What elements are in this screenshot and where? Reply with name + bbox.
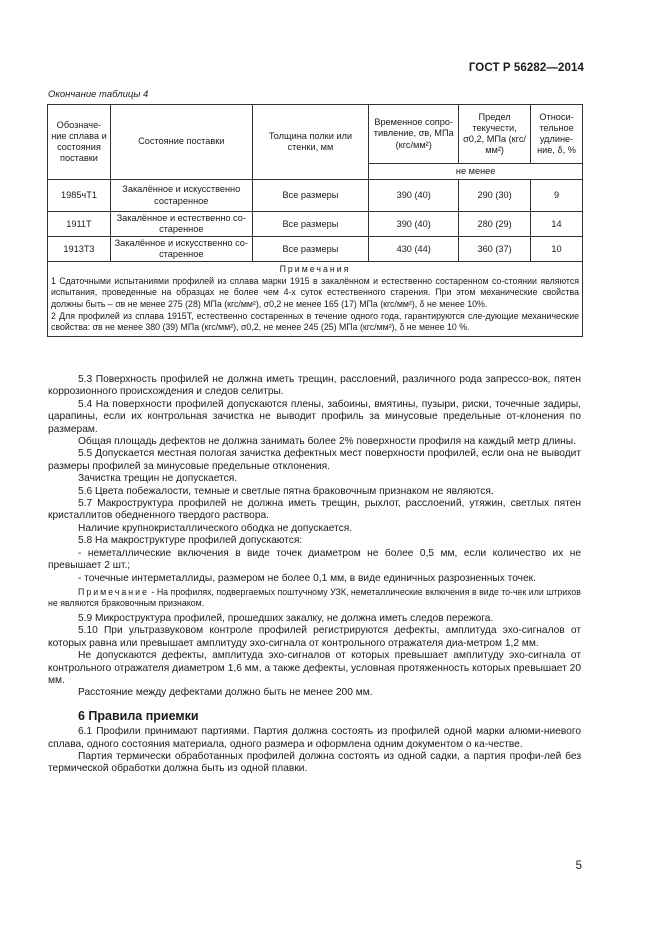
- cell-thickness: Все размеры: [252, 212, 369, 237]
- paragraph: 5.3 Поверхность профилей не должна иметь трещин, расслоений, различного рода запрессо-вок, пятен коррозионного происхождения и следов селитры.: [48, 374, 581, 398]
- cell-alloy: 1913Т3: [48, 237, 111, 262]
- paragraph: 5.9 Микроструктура профилей, прошедших закалку, не должна иметь следов пережога.: [78, 612, 494, 624]
- section-title: 6 Правила приемки: [78, 708, 199, 723]
- cell-condition: Закалённое и естественно со-старенное: [110, 212, 252, 237]
- paragraph: Наличие крупнокристаллического ободка не допускается.: [78, 522, 353, 534]
- paragraph: Общая площадь дефектов не должна занимать более 2% поверхности профиля на каждый метр длины.: [78, 436, 576, 448]
- table-caption: Окончание таблицы 4: [48, 89, 149, 100]
- paragraph: 5.7 Макроструктура профилей не должна иметь трещин, рыхлот, расслоений, утяжин, светлых пятен кристаллитов обедненного твердого раствора.: [48, 498, 581, 522]
- paragraph: 5.8 На макроструктуре профилей допускаются:: [78, 535, 303, 547]
- standard-number: ГОСТ Р 56282—2014: [468, 62, 584, 74]
- note-2: 2 Для профилей из сплава 1915Т, естественно состаренных в течение одного года, гарантируются сле-дующие механические свойства: σв не менее 380 (39) МПа (кгс/мм²), σ0,2, не менее 245 (25) МПа (кгс/мм²), δ не менее 10 %.: [51, 310, 579, 333]
- notes-title: Примечания: [279, 264, 351, 275]
- note-1: 1 Сдаточными испытаниями профилей из сплава марки 1915 в закалённом и естественно состаренном со-стоянии являются испытания, проведенные на образцах не более чем 4-х суток естественного старения. При этом механические свойства должны быть – σв не менее 275 (28) МПа (кгс/мм²), σ0,2 не менее 165 (17) МПа (кгс/мм²), δ не менее 10%.: [51, 275, 579, 309]
- note-paragraph: [48, 587, 581, 609]
- cell-thickness: Все размеры: [252, 237, 369, 262]
- col-header-alloy: Обозначе-ние сплава и состояния поставки: [48, 105, 111, 180]
- paragraph: Зачистка трещин не допускается.: [78, 473, 238, 485]
- cell-yield: 360 (37): [459, 237, 531, 262]
- cell-elongation: 10: [531, 237, 583, 262]
- col-header-condition: Состояние поставки: [110, 105, 252, 180]
- paragraph: 5.6 Цвета побежалости, темные и светлые пятна браковочным признаком не являются.: [78, 485, 494, 497]
- paragraph: Расстояние между дефектами должно быть не менее 200 мм.: [78, 687, 373, 699]
- paragraph: - неметаллические включения в виде точек диаметром не более 0,5 мм, если количество их не превышает 2 шт.;: [48, 547, 581, 572]
- page-number: 5: [575, 860, 582, 872]
- cell-condition: Закалённое и искусственно состаренное: [110, 180, 252, 212]
- table-notes: [48, 262, 583, 337]
- note-label: Примечание: [78, 586, 149, 597]
- properties-table: [47, 104, 583, 337]
- cell-alloy: 1911Т: [48, 212, 111, 237]
- table-row: [48, 237, 583, 262]
- paragraph: 6.1 Профили принимают партиями. Партия должна состоять из профилей одной марки алюми-ниевого сплава, одного состояния материала, одного размера и оформлена одним документом о ка-честве.: [48, 726, 581, 750]
- cell-tensile: 390 (40): [369, 180, 459, 212]
- cell-yield: 290 (30): [459, 180, 531, 212]
- document-body: [48, 374, 581, 776]
- paragraph: 5.5 Допускается местная пологая зачистка дефектных мест поверхности профилей, если она не выводит размеры профилей за минусовые предельные отклонения.: [48, 448, 581, 472]
- paragraph: Партия термически обработанных профилей должна состоять из одной садки, а партия профи-лей без термической обработки должна быть из одной плавки.: [48, 750, 581, 775]
- cell-yield: 280 (29): [459, 212, 531, 237]
- paragraph: 5.10 При ультразвуковом контроле профилей регистрируются дефекты, амплитуда эхо-сигналов от которых равна или превышает амплитуду эхо-сигнала от контрольного отражателя диа-метром 1,2 мм.: [48, 625, 581, 649]
- cell-tensile: 430 (44): [369, 237, 459, 262]
- col-header-tensile: Временное сопро-тивление, σв, МПа (кгс/мм²): [369, 105, 459, 164]
- table-row: [48, 212, 583, 237]
- cell-alloy: 1985чТ1: [48, 180, 111, 212]
- cell-elongation: 9: [531, 180, 583, 212]
- col-header-yield: Предел текучести, σ0,2, МПа (кгс/мм²): [459, 105, 531, 164]
- note-text: - На профилях, подвергаемых поштучному УЗК, неметаллические включения в виде то-чек или штрихов не являются браковочным признаком.: [48, 586, 581, 608]
- cell-elongation: 14: [531, 212, 583, 237]
- paragraph: Не допускаются дефекты, амплитуда эхо-сигналов от которых превышает амплитуду эхо-сигнала от контрольного отражателя диаметром 1,6 мм, а также дефекты, условная протяженность которых превышает 20 мм.: [48, 650, 581, 686]
- col-header-thickness: Толщина полки или стенки, мм: [252, 105, 369, 180]
- subheader-not-less: не менее: [369, 164, 583, 180]
- paragraph: - точечные интерметаллиды, размером не более 0,1 мм, в виде единичных разрозненных точек.: [78, 572, 536, 584]
- cell-thickness: Все размеры: [252, 180, 369, 212]
- table-row: [48, 180, 583, 212]
- paragraph: 5.4 На поверхности профилей допускаются плены, забоины, вмятины, пузыри, риски, точечные задиры, царапины, если их контрольная зачистка не выводит профиль за минусовые предельные от-клонения по размерам.: [48, 398, 581, 435]
- cell-condition: Закалённое и искусственно со-старенное: [110, 237, 252, 262]
- cell-tensile: 390 (40): [369, 212, 459, 237]
- col-header-elongation: Относи-тельное удлине-ние, δ, %: [531, 105, 583, 164]
